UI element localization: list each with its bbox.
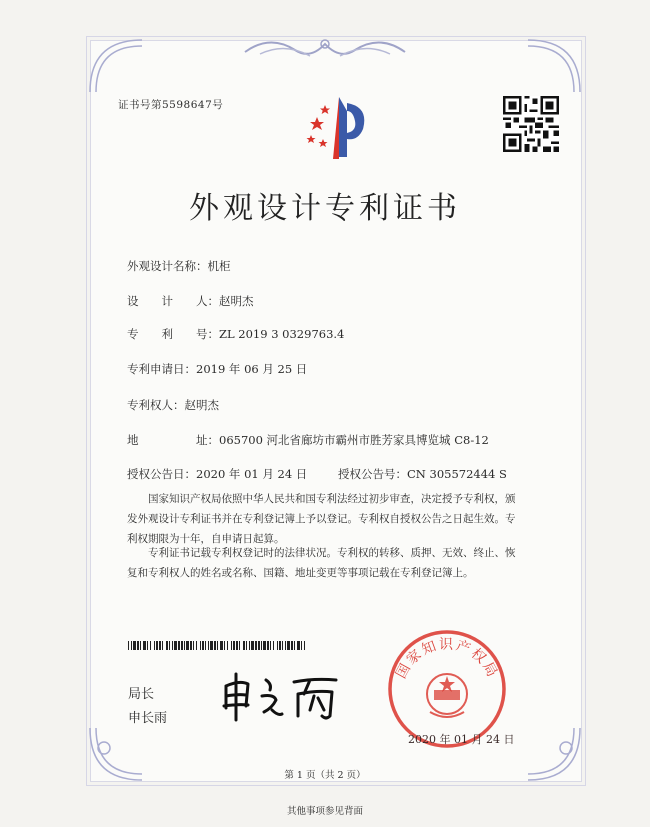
design-name-label: 外观设计名称： (127, 259, 208, 273)
barcode-icon (128, 641, 308, 650)
director-title: 局长 (128, 687, 155, 702)
qr-code-icon (503, 96, 559, 152)
design-name-value: 机柜 (207, 259, 231, 273)
filing-date-value: 2019 年 06 月 25 日 (196, 362, 308, 376)
back-page-note: 其他事项参见背面 (286, 806, 363, 817)
designer-row (127, 293, 254, 309)
designer-value: 赵明杰 (219, 294, 254, 308)
top-ornament (240, 32, 410, 62)
filing-date-label: 专利申请日： (127, 362, 196, 376)
filing-date-row (127, 361, 307, 377)
grant-number-value: CN 305572444 S (407, 467, 507, 481)
patent-number-label: 专 利 号： (127, 327, 219, 341)
address-label: 地 址： (127, 433, 219, 447)
patentee-value: 赵明杰 (184, 398, 219, 412)
grant-statement-paragraph: 国家知识产权局依照中华人民共和国专利法经过初步审查，决定授予专利权，颁发外观设计专利证书并在专利登记簿上予以登记。专利权自授权公告之日起生效。专利权期限为十年，自申请日起算。 (127, 493, 516, 545)
cnipa-logo-icon (303, 93, 373, 163)
grant-date-value: 2020 年 01 月 24 日 (196, 467, 308, 481)
patent-number-value: ZL 2019 3 0329763.4 (219, 327, 345, 341)
corner-ornament-top-right (518, 32, 588, 102)
director-name: 申长雨 (128, 711, 168, 726)
grant-number-label: 授权公告号： (338, 467, 407, 481)
patent-number-row (127, 326, 344, 342)
certificate-number: 证书号第5598647号 (118, 99, 224, 111)
design-name-row (127, 258, 231, 274)
seal-date: 2020 年 01 月 24 日 (408, 733, 515, 746)
address-row (127, 432, 489, 448)
seal-text: 国家知识产权局 (393, 637, 501, 682)
grant-date-label: 授权公告日： (127, 467, 196, 481)
corner-ornament-top-left (82, 32, 152, 102)
designer-label: 设 计 人： (127, 294, 219, 308)
grant-number-row (338, 466, 507, 482)
page-number: 第 1 页（共 2 页） (284, 770, 366, 781)
grant-date-row (127, 466, 307, 482)
document-title: 外观设计专利证书 (189, 191, 461, 226)
address-value: 065700 河北省廊坊市霸州市胜芳家具博览城 C8-12 (219, 433, 489, 447)
patentee-row (127, 397, 219, 413)
director-signature (218, 668, 348, 723)
patentee-label: 专利权人： (127, 398, 185, 412)
legal-status-paragraph: 专利证书记载专利权登记时的法律状况。专利权的转移、质押、无效、终止、恢复和专利权人的姓名或名称、国籍、地址变更等事项记载在专利登记簿上。 (127, 547, 516, 579)
